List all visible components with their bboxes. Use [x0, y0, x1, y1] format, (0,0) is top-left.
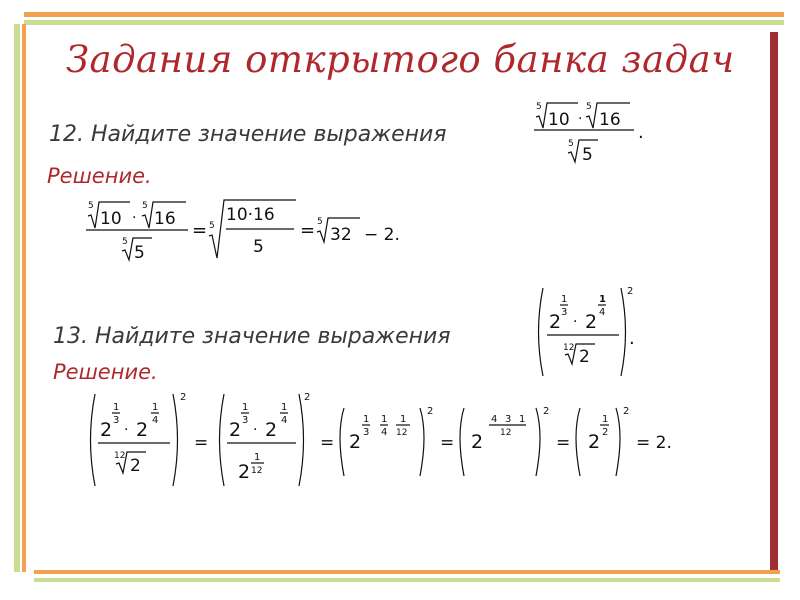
- svg-text:1: 1: [152, 402, 159, 413]
- task-12-solution-label: Решение.: [47, 164, 152, 188]
- svg-text:.: .: [638, 122, 644, 143]
- task-13-expression: [533, 282, 653, 382]
- svg-text:5: 5: [253, 237, 264, 257]
- task-13-label: 13. Найдите значение выражения: [53, 324, 451, 349]
- svg-text:1: 1: [519, 414, 526, 425]
- left-orange-bar: [22, 24, 26, 572]
- svg-text:2: 2: [180, 392, 187, 403]
- svg-text:5: 5: [209, 221, 215, 231]
- svg-text:= 2.: = 2.: [636, 433, 672, 453]
- page-title: Задания открытого банка задач: [66, 38, 735, 81]
- svg-text:1: 1: [242, 402, 249, 413]
- svg-text:− 2.: − 2.: [364, 225, 400, 245]
- svg-text:2: 2: [265, 419, 278, 441]
- svg-text:2: 2: [623, 406, 630, 417]
- svg-text:2: 2: [100, 419, 113, 441]
- bottom-green-bar: [34, 578, 780, 582]
- svg-text:·: ·: [573, 314, 578, 330]
- task-13-solution-label: Решение.: [53, 360, 158, 384]
- svg-text:12: 12: [114, 451, 126, 461]
- svg-text:4: 4: [152, 415, 159, 426]
- svg-text:3: 3: [505, 414, 512, 425]
- svg-text:4: 4: [491, 414, 498, 425]
- svg-text:16: 16: [154, 209, 176, 229]
- svg-text:2: 2: [585, 311, 598, 333]
- svg-text:2: 2: [627, 286, 634, 297]
- svg-text:2: 2: [130, 456, 141, 476]
- top-orange-bar: [24, 12, 784, 17]
- task-13-solution: [86, 388, 706, 492]
- svg-text:=: =: [440, 433, 455, 453]
- svg-text:5: 5: [134, 243, 145, 263]
- svg-text:1: 1: [113, 402, 120, 413]
- svg-text:2: 2: [349, 431, 362, 453]
- svg-text:2: 2: [543, 406, 550, 417]
- svg-text:1: 1: [254, 452, 261, 463]
- svg-text:12: 12: [396, 428, 408, 438]
- svg-text:3: 3: [561, 307, 568, 318]
- svg-text:.: .: [629, 328, 635, 349]
- svg-text:2: 2: [579, 347, 590, 367]
- svg-text:·: ·: [132, 210, 137, 226]
- svg-text:2: 2: [427, 406, 434, 417]
- svg-text:3: 3: [363, 427, 370, 438]
- top-green-bar: [24, 20, 784, 25]
- svg-text:5: 5: [88, 201, 94, 211]
- task-12-solution: [86, 196, 426, 262]
- root-index: 5: [536, 102, 542, 112]
- svg-text:·: ·: [578, 111, 583, 127]
- svg-text:5: 5: [582, 145, 593, 165]
- svg-text:1: 1: [561, 294, 568, 305]
- svg-text:=: =: [194, 433, 209, 453]
- svg-text:1: 1: [400, 414, 407, 425]
- svg-text:5: 5: [568, 139, 574, 149]
- svg-text:2: 2: [549, 311, 562, 333]
- svg-text:1: 1: [281, 402, 288, 413]
- svg-text:2: 2: [238, 461, 251, 483]
- svg-text:=: =: [320, 433, 335, 453]
- svg-text:1: 1: [363, 414, 370, 425]
- svg-text:4: 4: [599, 307, 606, 318]
- svg-text:·: ·: [253, 422, 258, 438]
- svg-text:2: 2: [588, 431, 601, 453]
- svg-text:=: =: [556, 433, 571, 453]
- svg-text:10: 10: [100, 209, 122, 229]
- task-12-expression: [528, 98, 658, 164]
- svg-text:4: 4: [381, 427, 388, 438]
- svg-text:2: 2: [602, 427, 609, 438]
- svg-text:2: 2: [229, 419, 242, 441]
- svg-text:1: 1: [599, 294, 606, 305]
- svg-text:=: =: [192, 220, 208, 241]
- svg-text:2: 2: [471, 431, 484, 453]
- svg-text:5: 5: [122, 237, 128, 247]
- bottom-orange-bar: [34, 570, 780, 574]
- svg-text:3: 3: [242, 415, 249, 426]
- svg-text:5: 5: [142, 201, 148, 211]
- svg-text:32: 32: [330, 225, 352, 245]
- svg-text:3: 3: [113, 415, 120, 426]
- svg-text:12: 12: [500, 428, 512, 438]
- svg-text:·: ·: [124, 422, 129, 438]
- svg-text:5: 5: [586, 102, 592, 112]
- svg-text:=: =: [300, 220, 316, 241]
- task-12-label: 12. Найдите значение выражения: [49, 122, 447, 147]
- svg-text:2: 2: [304, 392, 311, 403]
- svg-text:1: 1: [602, 414, 609, 425]
- svg-text:16: 16: [599, 110, 621, 130]
- svg-text:4: 4: [281, 415, 288, 426]
- svg-text:12: 12: [563, 343, 575, 353]
- svg-text:2: 2: [136, 419, 149, 441]
- svg-text:1: 1: [381, 414, 388, 425]
- left-green-bar: [14, 24, 20, 572]
- svg-text:5: 5: [317, 217, 323, 227]
- svg-text:12: 12: [251, 466, 263, 476]
- svg-text:10·16: 10·16: [226, 205, 275, 225]
- svg-text:10: 10: [548, 110, 570, 130]
- right-red-bar: [770, 32, 778, 572]
